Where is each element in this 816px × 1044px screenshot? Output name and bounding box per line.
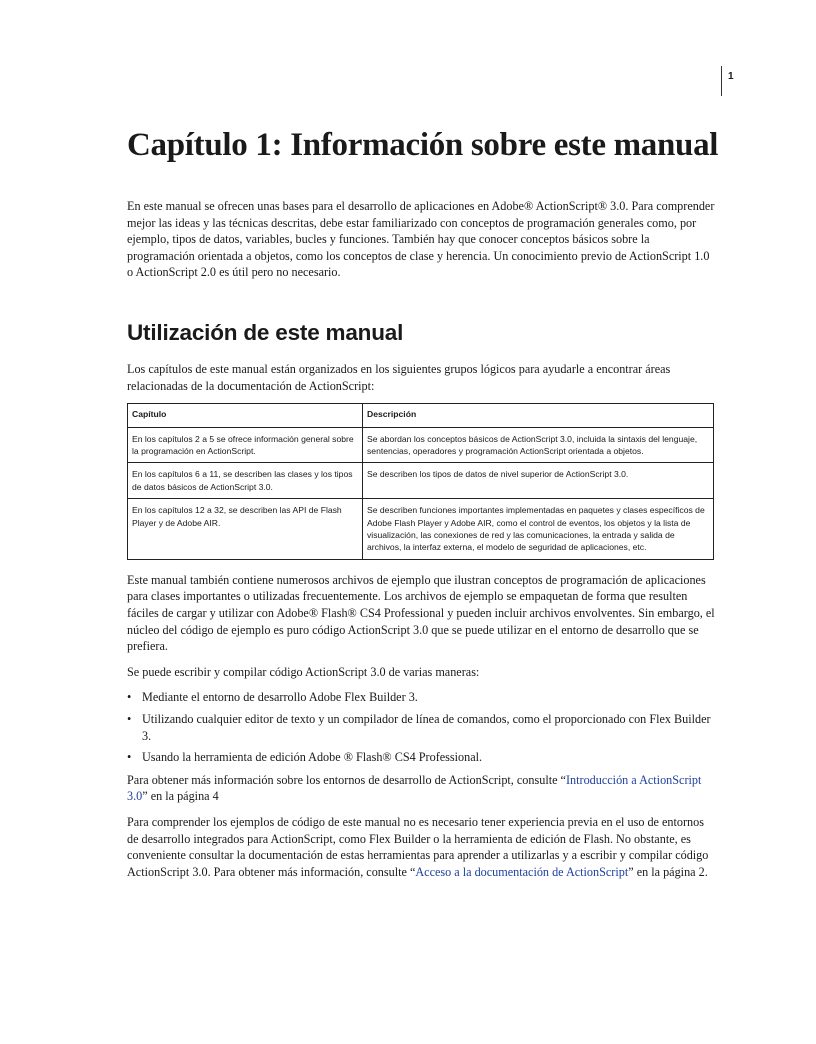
column-header-description: Descripción: [363, 404, 714, 427]
list-item-text: Mediante el entorno de desarrollo Adobe Flex Builder 3.: [142, 690, 418, 705]
chapters-table: [127, 403, 714, 560]
list-item: [127, 711, 718, 744]
link-actionscript-docs[interactable]: Acceso a la documentación de ActionScript: [415, 864, 629, 879]
bullet-icon: •: [127, 750, 132, 765]
table-cell: Se abordan los conceptos básicos de ActionScript 3.0, incluida la sintaxis del lenguaje, sentencias, operadores y programación ActionScript orientada a objetos.: [363, 427, 714, 463]
link-intro-actionscript[interactable]: Introducción a ActionScript 3.0: [127, 772, 702, 804]
intro-paragraph: En este manual se ofrecen unas bases para el desarrollo de aplicaciones en Adobe® ActionScript® 3.0. Para comprender mejor las ideas y las técnicas descritas, debe estar familiarizado con conceptos de programación generales como, por ejemplo, tipos de datos, variables, bucles y funciones. También hay que conocer conceptos básicos sobre la programación orientada a objetos, como los conceptos de clase y herencia. Un conocimiento previo de ActionScript 1.0 o ActionScript 2.0 es útil pero no necesario.: [127, 199, 715, 280]
page-number-marker: [721, 66, 734, 96]
chapter-title: Capítulo 1: Información sobre este manual: [127, 127, 719, 163]
table-header-row: [128, 404, 714, 427]
list-item: [127, 749, 718, 766]
tools-text-after: ” en la página 2.: [628, 864, 708, 879]
table-row: [128, 499, 714, 560]
development-options-list: [127, 689, 718, 765]
list-item: [127, 689, 718, 706]
page-number: 1: [728, 71, 734, 82]
list-item-text: Usando la herramienta de edición Adobe ® Flash® CS4 Professional.: [142, 750, 483, 765]
column-header-chapter: Capítulo: [128, 404, 363, 427]
table-cell: En los capítulos 2 a 5 se ofrece información general sobre la programación en ActionScript.: [128, 427, 363, 463]
examples-paragraph: Este manual también contiene numerosos archivos de ejemplo que ilustran conceptos de programación de aplicaciones para clases importantes o utilizadas frecuentemente. Los archivos de ejemplo se empaquetan de forma que resulten fáciles de cargar y utilizar con Adobe® Flash® CS4 Professional y pueden incluir archivos envolventes. Sin embargo, el núcleo del código de ejemplo es puro código ActionScript 3.0 que se puede utilizar en el entorno de desarrollo que se prefiera.: [127, 572, 715, 654]
more-info-text-after: ” en la página 4: [142, 789, 219, 804]
table-row: [128, 463, 714, 499]
table-cell: En los capítulos 12 a 32, se describen las API de Flash Player y de Adobe AIR.: [128, 499, 363, 560]
section-lead-paragraph: Los capítulos de este manual están organizados en los siguientes grupos lógicos para ayudarle a encontrar áreas relacionadas de la documentación de ActionScript:: [127, 361, 671, 393]
section-title: Utilización de este manual: [127, 319, 404, 345]
list-item-text: Utilizando cualquier editor de texto y un compilador de línea de comandos, como el proporcionado con Flex Builder 3.: [142, 711, 711, 743]
more-info-text-before: Para obtener más información sobre los entornos de desarrollo de ActionScript, consulte “: [127, 772, 566, 787]
main-content: [127, 198, 718, 889]
bullet-icon: •: [127, 690, 132, 705]
tools-text-before: Para comprender los ejemplos de código de este manual no es necesario tener experiencia previa en el uso de entornos de desarrollo integrados para ActionScript, como Flex Builder o la herramienta de edición de Flash. No obstante, es conveniente consultar la documentación de estas herramientas para aprender a utilizarlas y a escribir y compilar código ActionScript 3.0. Para obtener más información, consulte “: [127, 814, 709, 879]
table-row: [128, 427, 714, 463]
table-cell: Se describen los tipos de datos de nivel superior de ActionScript 3.0.: [363, 463, 714, 499]
ways-paragraph: Se puede escribir y compilar código ActionScript 3.0 de varias maneras:: [127, 664, 480, 679]
tools-paragraph: [127, 814, 718, 880]
table-cell: En los capítulos 6 a 11, se describen las clases y los tipos de datos básicos de ActionScript 3.0.: [128, 463, 363, 499]
more-info-paragraph: [127, 772, 718, 805]
bullet-icon: •: [127, 711, 132, 726]
table-cell: Se describen funciones importantes implementadas en paquetes y clases específicos de Adobe Flash Player y Adobe AIR, como el control de eventos, los objetos y la lista de visualización, las conexiones de red y las comunicaciones, la entrada y salida de archivos, la interfaz externa, el modelo de seguridad de aplicaciones, etc.: [363, 499, 714, 560]
